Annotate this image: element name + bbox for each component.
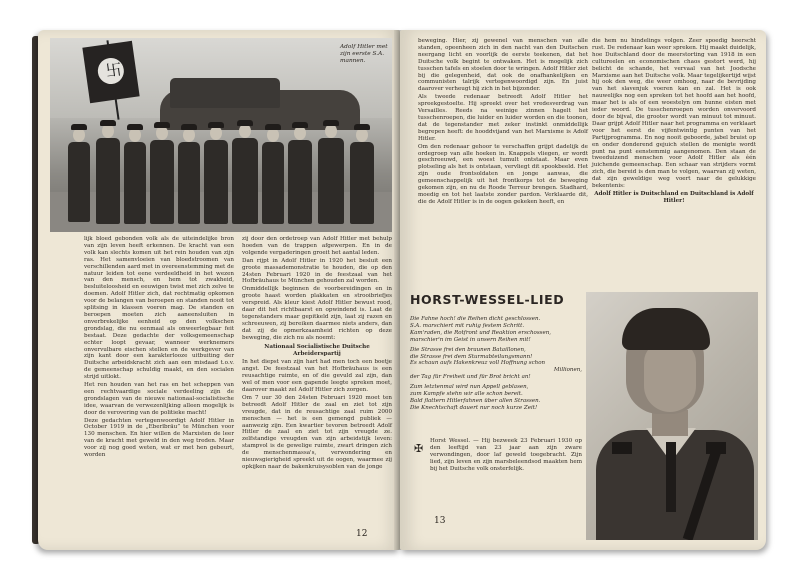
right-column-1	[418, 38, 588, 207]
verse: Die Fahne hoch! die Reihen dicht geschlossen. S.A. marschiert mit ruhig festem Schritt. Kam'raden, die Rotfront und Reaktion erschossen, marschier'n im Geist in unsern Reihen mit!	[410, 316, 552, 343]
paragraph: Onmiddellijk beginnen de voorbereidingen en in groote haast worden plakkaten en strooibriefjes verspreid. Als kleur kiest Adolf Hitler bewust rood, daar dit het richtbaarst en opwindend is. Laat de tegenstanders maar gepitkeld zijn, laat zij razen en schreeuwen, zij bereiken daarmee niets anders, dan dat zij de opmerkzaamheid richten op deze beweging, die zich nu als noemt:	[242, 286, 392, 341]
horst-wessel-bio: Horst Wessel. — Hij bezweek 23 Februari 1930 op den leeftijd van 23 jaar aan zijn zware verwondingen, door laf geweld toegebracht. Zijn lied, zijn leven en zijn marsbeleendsod maakten hem bij het Duitsche volk onsterfelijk.	[430, 438, 582, 472]
flag-image	[82, 41, 139, 103]
right-page	[400, 30, 766, 550]
verse: Zum letztenmal wird nun Appell geblasen, zum Kampfe stehn wir alle schon bereit. Bald flattern Hitlerfahnen über allen Strassen. Die Knechtschaft dauert nur noch kurze Zeit!	[410, 384, 541, 411]
page-number-right: 13	[434, 516, 446, 526]
portrait-photo	[586, 292, 758, 540]
left-column-1	[84, 236, 234, 460]
iron-cross-icon: ✠	[414, 442, 424, 455]
paragraph: Als tweede redenaar betreedt Adolf Hitler het spreekgestoelte. Hij spreekt over het vredesverdrag van Versailles. Reeds na weinige zinnen hagelt het tusschenroepen, die luider en luider worden en die toonen, dat de tegenstander met zeker instinkt onmiddellijk begrepen heeft: de hooddvijand van het Marxisme is Adolf Hitler.	[418, 94, 588, 142]
photo-caption: Adolf Hitler met zijn eerste S.A. mannen.	[340, 44, 388, 64]
paragraph: Dan rijpt in Adolf Hitler in 1920 het besluit een groote massademonstratie te houden, die op den 24sten Februari 1920 in de feestzaal van het Hofbräuhaus te München gehouden zal worden.	[242, 257, 392, 285]
paragraph: Deze gedachten vertegenwoordigt Adolf Hitler in October 1919 in de „Eberlbräu” te München voor 130 menschen. En hier willen de Marxisten de leer van de kracht met geweld in den weg treden. Maar voor zij nog goed weten, wat er met hen gebeurt, worden	[84, 417, 234, 459]
song-title: HORST-WESSEL-LIED	[410, 292, 565, 307]
closing-quote: Adolf Hitler is Duitschland en Duitschland is Adolf Hitler!	[594, 190, 754, 204]
paragraph: Om den redenaar gehoor te verschaffen grijpt dadelijk de ordegroep van alle hoeken in. Knappels vliegen, er wordt geschreeuwd, een woest tumult ontstaat. Maar even plotseling als het is ontstaan, vervliegt dit spookbeeld. Het zijn oude frontsoldaten en jonge aanwas, die gemeenschappelijk uit het frontkorps tot de beweging gekomen zijn, en nu de Roode Terreur brengen. Stadhard, moedig en tot het laatste zonder pardon. Verklaarde dit, die de Adolf Hitler is in de oogen gekeken heeft, en	[418, 143, 588, 205]
paragraph: beweging. Hier, zij gewenel van menschen van alle standen, opeenheen zich in den nacht van den Duitschen neergang licht en voorlijk de eerste teekenen, dat het Duitsche volk begint te ontwaken. Het is mogelijk zich tusschen tafels en stoelen door te wringen. Adolf Hitler ziet bij die gelegenheid, dat ook de onafhankelijken en communisten talrijk vertegenwoordigd zijn. En juist daarover verheugt hij zich in het bijzonder.	[418, 38, 588, 93]
paragraph: Het ren houden van het ras en het scheppen van een rechtvaardige sociale verdeeling zijn de grondslagen van de nieuwe nationaal-socialistische idee, waarvan de verwezenlijking alleen mogelijk is door de verovering van de politieke macht!	[84, 382, 234, 416]
paragraph: In het diepst van zijn hart had men toch een boetje angst. De feestzaal van het Hofbräuhaus is een reusachtige ruimte, en of die gevuld zal zijn, dan wel of men voor een gapende leegte spreken moet, daarover maakt zel Adolf Hitler zich zorgen.	[242, 359, 392, 394]
paragraph: lijk bloed gebonden volk als de uiteindelijke bron van zijn leven heeft erkennen. De kracht van een volk kan slechts komen uit het rein houden van zijn ras. Het samenvloeien van bloedstroomen van verschillenden aard met in overeenstemming met de natuur leiden tot eene verdeeldheid in het wezen van den mensch, en hem tot zwakheid, besluiteloosheid en eeuwigen twist met zich zelve te doemen. Adolf Hitler zich, dat rechtmatig opkomen voor de belangen van beroepen en standen nooit tot splitsing in klassen voeren mag. De standen en beroepen moeten zich aaneensluiten in onverbrekelijke eenheid op den volkschen grondslag, die nu eenmaal als onweerlegbaar feit bestaat. Deze gedachte der volksgemeenschap echter loopt gevaar, wanneer werknemers onvervulbare eischen stellen en de werkgever van zijn kant door een karakterlooze uitbuiting der Duitsche arbeidskracht zich aan een misdaad t.o.v. de gemeenschap schuldig maakt, en den socialen strijd uitlokt.	[84, 236, 234, 381]
section-heading: Nationaal Socialistische Duitsche Arbeiderspartij	[264, 343, 370, 357]
left-column-2	[242, 236, 392, 472]
paragraph: die hem nu hindelings volgen. Zeer spoedig heerscht rust. De redenaar kan weer spreken. Hij maakt duidelijk, hoe Duitschland door de meerstorting van 1918 in een cultureelen en economischen chaos gestort werd, hij belicht de schande, het vervaal van het Joodsche Marxisme aan het Duitsche volk. Maar tegelijkertijd wijst hij ook den weg, die weer omhoog, naar de bevrijding van het slavenjuk voeren kan en zal. Het is ook nauwelijks nog een spreken tot het hoofd aan het hoofd, maar het is als of een woestelyn om hunne eisten met ieder woord. De tusschenroepen worden onvervoord door de bijval, die grooter wordt van minuut tot minuut. Daar grijpt Adolf Hitler naar het programma en verklaart voor het eerst de vijfentwintig punten van het Partijprogramma. En nog nooit geboorde, jabel bruist op en onder donderend gejuich stellen de menigte wordt punt na punt eenstemmig aangenomen. Den staan de tweeduizend menschen voor Adolf Hitler als één juichende gemeenschap. Een schaar van strijders vormt zich, die bereid is den man te volgen, waarvan zij weten, dat zijn geweldige weg voert naar de gelukkige bekentenis:	[592, 38, 756, 190]
page-number-left: 12	[356, 529, 368, 539]
booklet	[38, 30, 766, 550]
paragraph: Om 7 uur 30 den 24sten Februari 1920 moet ten betreedt Adolf Hitler de zaal en ziet tot zijn vreugde, dat in de reusachtige zaal ruim 2000 menschen — het is een gemengd publiek — aanwezig zijn. Een kwartier tevoren betreedt Adolf Hitler de zaal en ziet tot zijn vreugde ze. zelfstandige vreugden van zijn arbeidstijk leven: stampvol is de gewelige ruimte, zwart dringen zich de menschenmassa's, verwondering en nieuwsgierigheid spreekt uit de oogen, waarmee zij opkijken naar de bakenkruisysoblen van de jonge	[242, 394, 392, 470]
right-column-2	[592, 38, 756, 206]
swastika-icon: 卐	[104, 59, 124, 81]
verse: Die Strasse frei den braunen Bataillonen, die Strasse frei dem Sturmabteilungsmann! Es schaun aufs Hakenkreuz voll Hoffnung schon Millionen, der Tag für Freiheit und für Brot bricht an!	[410, 346, 582, 381]
song-lyrics	[410, 316, 582, 415]
sa-group-photo	[50, 38, 392, 232]
left-page	[38, 30, 400, 550]
paragraph: zij door den ordetroep van Adolf Hitler met behulp hoeden van de trappen afgewerpen. En in de volgende vergaderingen groeit het aantal leden.	[242, 236, 392, 256]
